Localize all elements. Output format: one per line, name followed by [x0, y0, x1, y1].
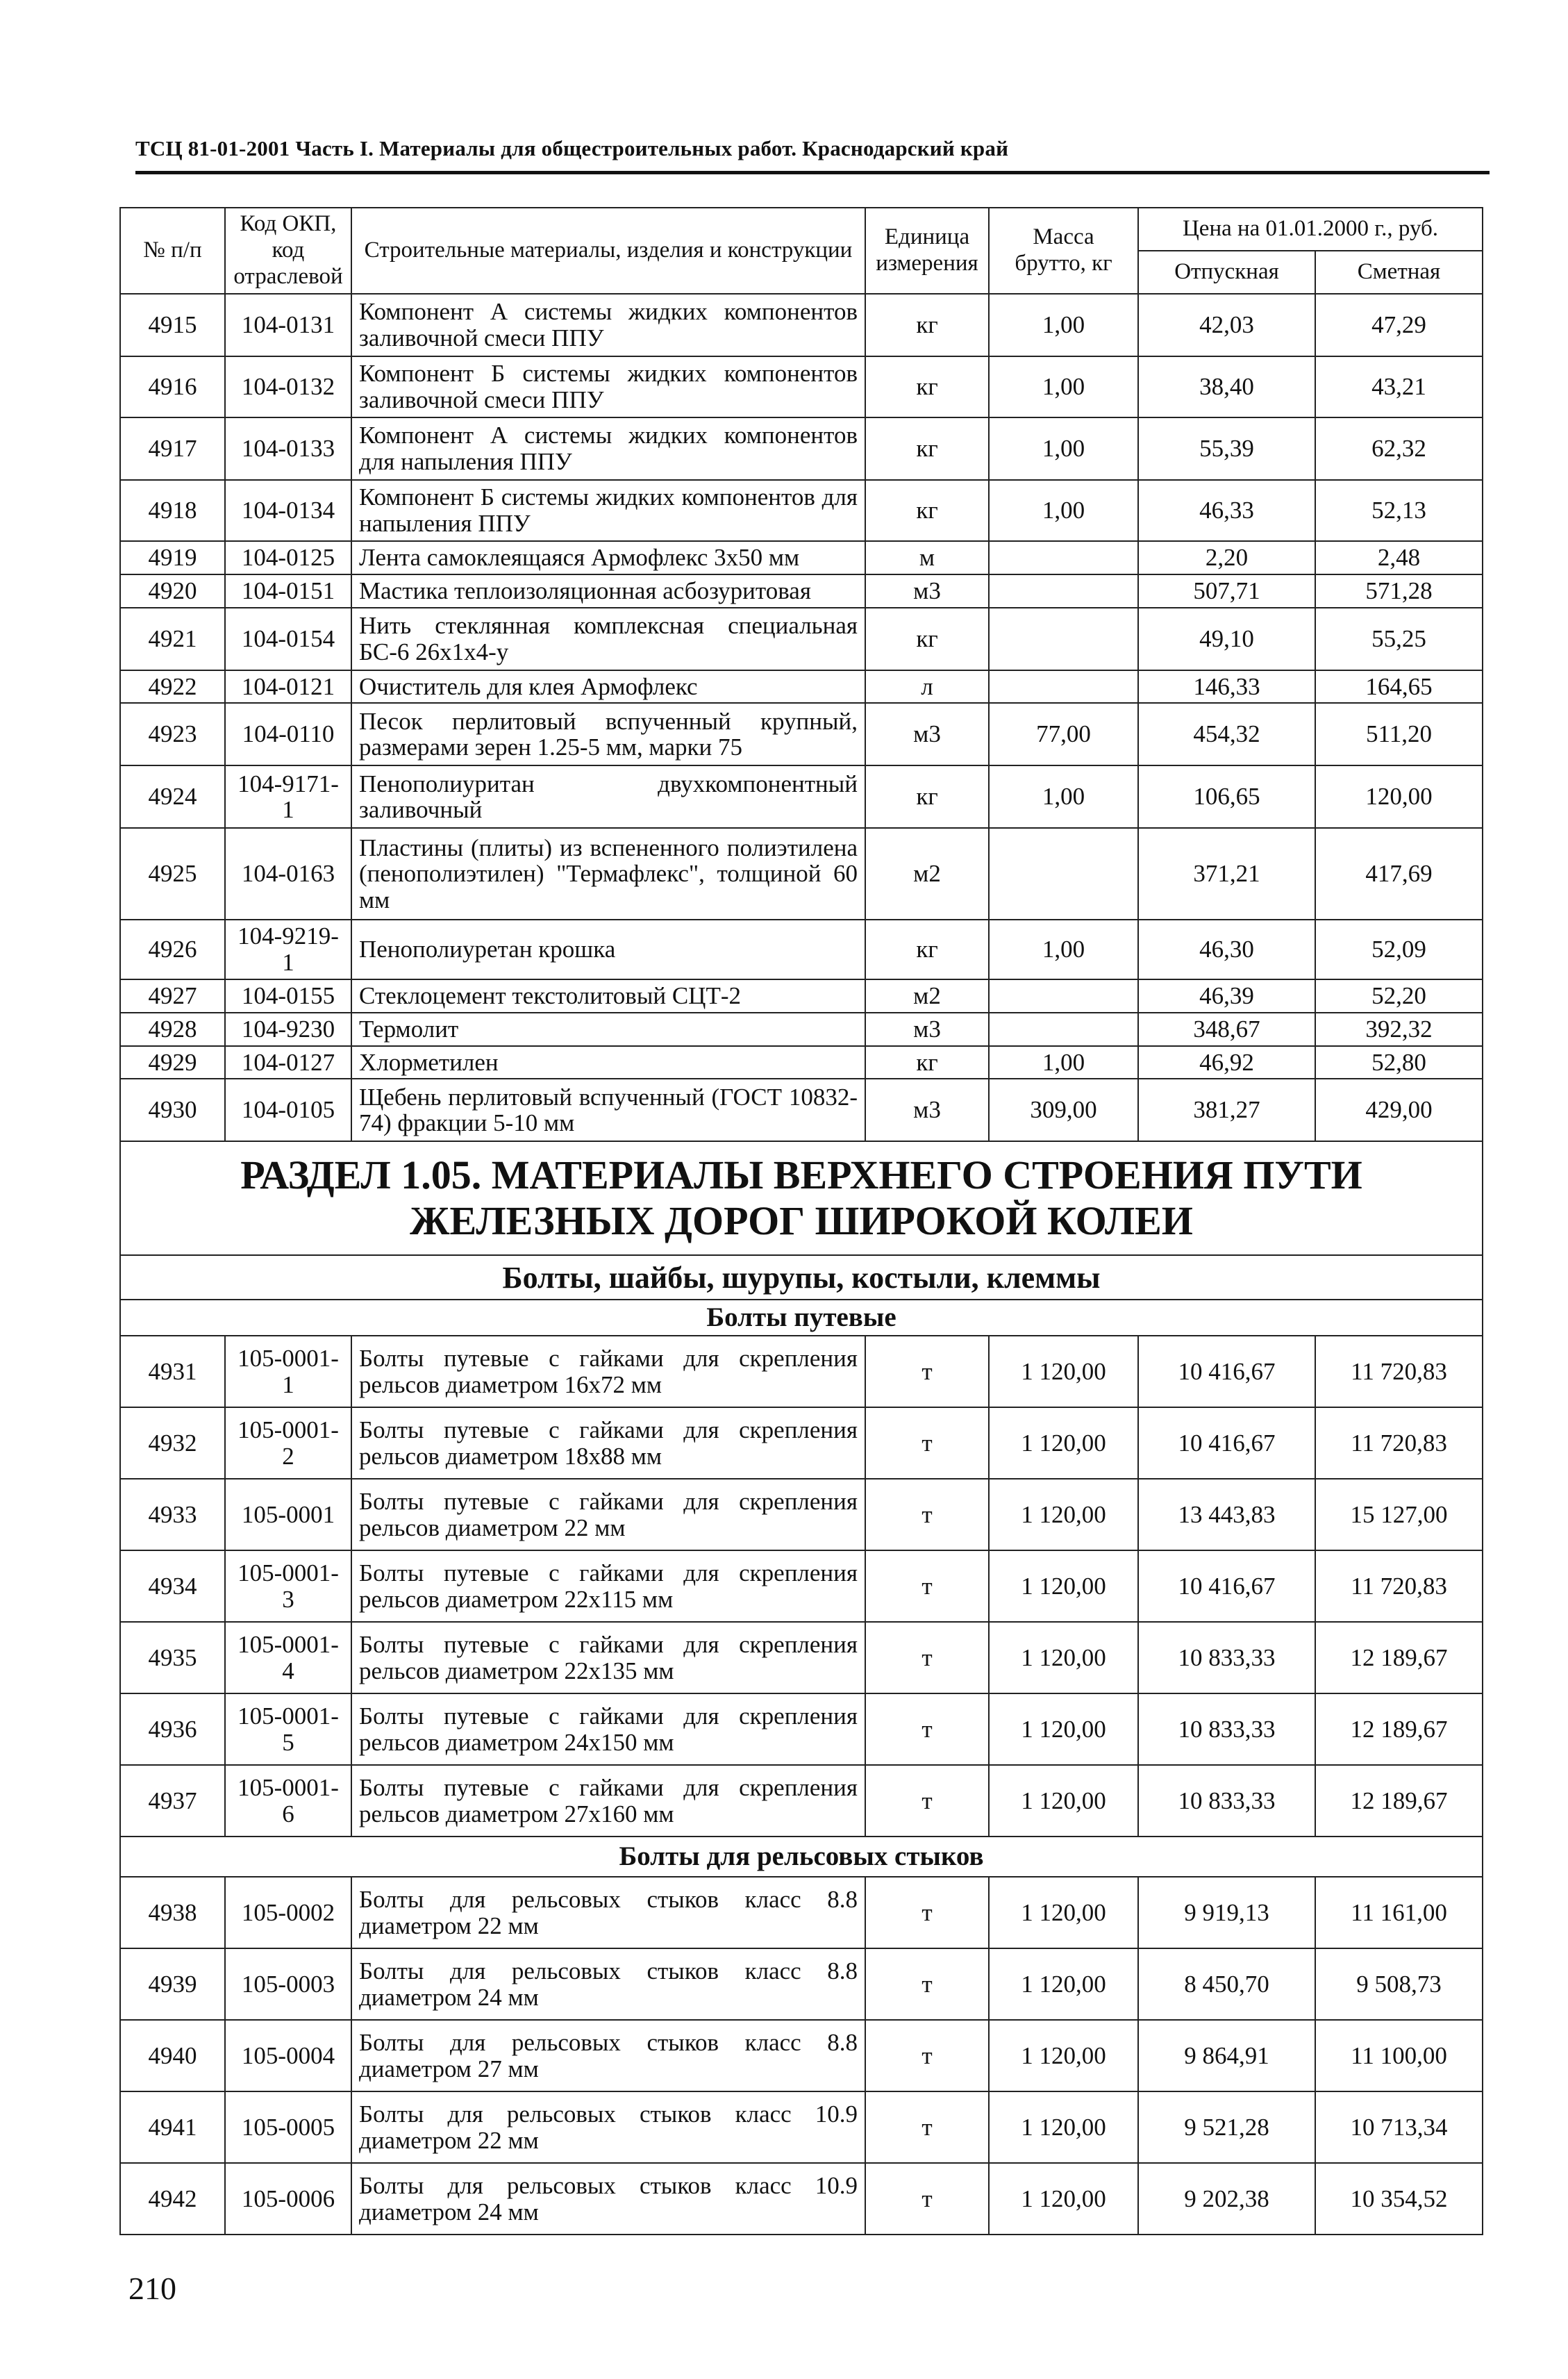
- row-code: 104-0155: [225, 979, 351, 1013]
- row-material-name: Болты для рельсовых стыков класс 8.8 диаметром 27 мм: [351, 2020, 865, 2091]
- row-code: 104-0125: [225, 541, 351, 574]
- row-material-name: Очиститель для клея Армофлекс: [351, 670, 865, 704]
- row-price-release: 10 416,67: [1138, 1407, 1315, 1479]
- row-mass: [989, 828, 1138, 920]
- row-price-estimate: 164,65: [1315, 670, 1483, 704]
- row-price-estimate: 11 720,83: [1315, 1407, 1483, 1479]
- table-body-track-bolts: [120, 1336, 1483, 1837]
- col-header-num: № п/п: [120, 208, 225, 294]
- materials-price-table: [119, 207, 1483, 2235]
- row-mass: [989, 608, 1138, 670]
- row-material-name: Болты путевые с гайками для скрепления рельсов диаметром 22х135 мм: [351, 1622, 865, 1693]
- section-title: РАЗДЕЛ 1.05. МАТЕРИАЛЫ ВЕРХНЕГО СТРОЕНИЯ ПУТИ ЖЕЛЕЗНЫХ ДОРОГ ШИРОКОЙ КОЛЕИ: [120, 1141, 1483, 1255]
- row-material-name: Мастика теплоизоляционная асбозуритовая: [351, 574, 865, 608]
- table-row: [120, 1550, 1483, 1622]
- table-row: [120, 2163, 1483, 2235]
- table-row: [120, 480, 1483, 541]
- table-row: [120, 1079, 1483, 1141]
- row-unit: л: [865, 670, 989, 704]
- row-mass: 1 120,00: [989, 1622, 1138, 1693]
- row-code: 104-9219-1: [225, 920, 351, 979]
- row-price-release: 507,71: [1138, 574, 1315, 608]
- row-price-estimate: 11 161,00: [1315, 1877, 1483, 1948]
- row-number: 4921: [120, 608, 225, 670]
- row-number: 4930: [120, 1079, 225, 1141]
- row-price-estimate: 11 720,83: [1315, 1336, 1483, 1407]
- row-material-name: Компонент А системы жидких компонентов для напыления ППУ: [351, 417, 865, 480]
- row-code: 105-0001-6: [225, 1765, 351, 1837]
- row-price-estimate: 47,29: [1315, 294, 1483, 356]
- row-number: 4931: [120, 1336, 225, 1407]
- row-mass: 1,00: [989, 765, 1138, 828]
- table-row: [120, 1336, 1483, 1407]
- row-unit: т: [865, 1479, 989, 1550]
- table-row: [120, 574, 1483, 608]
- row-unit: м3: [865, 1013, 989, 1046]
- row-mass: 1 120,00: [989, 2091, 1138, 2163]
- table-row: [120, 765, 1483, 828]
- row-code: 105-0003: [225, 1948, 351, 2020]
- row-mass: 1 120,00: [989, 2020, 1138, 2091]
- row-number: 4932: [120, 1407, 225, 1479]
- row-mass: 1 120,00: [989, 1765, 1138, 1837]
- row-unit: т: [865, 1765, 989, 1837]
- row-material-name: Компонент Б системы жидких компонентов заливочной смеси ППУ: [351, 356, 865, 417]
- row-number: 4924: [120, 765, 225, 828]
- row-unit: кг: [865, 608, 989, 670]
- row-price-release: 146,33: [1138, 670, 1315, 704]
- row-code: 104-0132: [225, 356, 351, 417]
- row-number: 4917: [120, 417, 225, 480]
- row-mass: 1 120,00: [989, 1336, 1138, 1407]
- page-number: 210: [128, 2271, 176, 2306]
- row-number: 4933: [120, 1479, 225, 1550]
- row-code: 105-0005: [225, 2091, 351, 2163]
- row-mass: [989, 541, 1138, 574]
- table-row: [120, 294, 1483, 356]
- row-unit: м: [865, 541, 989, 574]
- row-code: 104-0127: [225, 1046, 351, 1079]
- subgroup-title-rail-joint-bolts: Болты для рельсовых стыков: [120, 1837, 1483, 1877]
- row-code: 105-0001-4: [225, 1622, 351, 1693]
- row-price-estimate: 52,80: [1315, 1046, 1483, 1079]
- row-mass: 309,00: [989, 1079, 1138, 1141]
- row-unit: кг: [865, 920, 989, 979]
- table-row: [120, 1046, 1483, 1079]
- row-price-release: 9 202,38: [1138, 2163, 1315, 2235]
- row-price-release: 55,39: [1138, 417, 1315, 480]
- row-price-release: 49,10: [1138, 608, 1315, 670]
- row-number: 4940: [120, 2020, 225, 2091]
- col-header-code: Код ОКП, код отраслевой: [225, 208, 351, 294]
- subgroup-title-track-bolts: Болты путевые: [120, 1300, 1483, 1336]
- row-material-name: Болты для рельсовых стыков класс 8.8 диаметром 22 мм: [351, 1877, 865, 1948]
- row-code: 104-0134: [225, 480, 351, 541]
- row-unit: т: [865, 1622, 989, 1693]
- row-material-name: Пенополиуретан крошка: [351, 920, 865, 979]
- row-price-estimate: 9 508,73: [1315, 1948, 1483, 2020]
- row-price-estimate: 417,69: [1315, 828, 1483, 920]
- row-mass: 1 120,00: [989, 1407, 1138, 1479]
- row-number: 4927: [120, 979, 225, 1013]
- row-number: 4919: [120, 541, 225, 574]
- row-code: 104-0163: [225, 828, 351, 920]
- row-number: 4941: [120, 2091, 225, 2163]
- table-row: [120, 2020, 1483, 2091]
- row-price-release: 42,03: [1138, 294, 1315, 356]
- row-price-release: 454,32: [1138, 703, 1315, 765]
- row-code: 105-0001-1: [225, 1336, 351, 1407]
- row-price-estimate: 43,21: [1315, 356, 1483, 417]
- row-material-name: Стеклоцемент текстолитовый СЦТ-2: [351, 979, 865, 1013]
- row-unit: т: [865, 1336, 989, 1407]
- row-price-estimate: 15 127,00: [1315, 1479, 1483, 1550]
- row-code: 104-0133: [225, 417, 351, 480]
- col-header-unit: Единица измерения: [865, 208, 989, 294]
- row-price-estimate: 392,32: [1315, 1013, 1483, 1046]
- row-price-release: 10 416,67: [1138, 1550, 1315, 1622]
- table-row: [120, 1693, 1483, 1765]
- row-code: 104-0154: [225, 608, 351, 670]
- row-price-release: 8 450,70: [1138, 1948, 1315, 2020]
- row-price-release: 9 919,13: [1138, 1877, 1315, 1948]
- table-row: [120, 1622, 1483, 1693]
- row-unit: м2: [865, 979, 989, 1013]
- table-row: [120, 1877, 1483, 1948]
- row-material-name: Щебень перлитовый вспученный (ГОСТ 10832-74) фракции 5-10 мм: [351, 1079, 865, 1141]
- row-material-name: Болты для рельсовых стыков класс 10.9 диаметром 24 мм: [351, 2163, 865, 2235]
- header-rule: [135, 171, 1490, 174]
- row-material-name: Компонент Б системы жидких компонентов для напыления ППУ: [351, 480, 865, 541]
- table-row: [120, 979, 1483, 1013]
- row-price-release: 9 521,28: [1138, 2091, 1315, 2163]
- row-material-name: Компонент А системы жидких компонентов заливочной смеси ППУ: [351, 294, 865, 356]
- row-price-release: 46,39: [1138, 979, 1315, 1013]
- row-mass: 1 120,00: [989, 1479, 1138, 1550]
- row-price-release: 10 833,33: [1138, 1765, 1315, 1837]
- row-price-release: 381,27: [1138, 1079, 1315, 1141]
- row-mass: [989, 574, 1138, 608]
- row-mass: 1,00: [989, 920, 1138, 979]
- table-row: [120, 1765, 1483, 1837]
- table-body-rail-joint-bolts: [120, 1877, 1483, 2235]
- row-unit: т: [865, 2091, 989, 2163]
- row-unit: м2: [865, 828, 989, 920]
- row-unit: кг: [865, 294, 989, 356]
- row-number: 4934: [120, 1550, 225, 1622]
- table-row: [120, 920, 1483, 979]
- row-price-estimate: 120,00: [1315, 765, 1483, 828]
- row-mass: 1,00: [989, 356, 1138, 417]
- row-material-name: Пенополиуритан двухкомпонентный заливочный: [351, 765, 865, 828]
- row-code: 105-0001-5: [225, 1693, 351, 1765]
- row-mass: [989, 670, 1138, 704]
- row-mass: 1 120,00: [989, 1550, 1138, 1622]
- row-unit: т: [865, 2163, 989, 2235]
- row-mass: 1 120,00: [989, 1693, 1138, 1765]
- row-price-estimate: 429,00: [1315, 1079, 1483, 1141]
- col-header-price-estimate: Сметная: [1315, 251, 1483, 294]
- row-number: 4937: [120, 1765, 225, 1837]
- row-price-estimate: 12 189,67: [1315, 1693, 1483, 1765]
- row-mass: [989, 979, 1138, 1013]
- row-unit: кг: [865, 480, 989, 541]
- row-mass: 1,00: [989, 294, 1138, 356]
- row-unit: кг: [865, 765, 989, 828]
- row-code: 105-0001-2: [225, 1407, 351, 1479]
- row-code: 104-9230: [225, 1013, 351, 1046]
- row-unit: т: [865, 1948, 989, 2020]
- row-price-release: 10 833,33: [1138, 1693, 1315, 1765]
- table-row: [120, 1479, 1483, 1550]
- row-price-release: 38,40: [1138, 356, 1315, 417]
- row-price-release: 2,20: [1138, 541, 1315, 574]
- row-unit: т: [865, 1550, 989, 1622]
- col-header-price-release: Отпускная: [1138, 251, 1315, 294]
- table-row: [120, 541, 1483, 574]
- row-price-release: 46,30: [1138, 920, 1315, 979]
- row-price-estimate: 62,32: [1315, 417, 1483, 480]
- row-material-name: Пластины (плиты) из вспененного полиэтилена (пенополиэтилен) "Термафлекс", толщиной 60 мм: [351, 828, 865, 920]
- row-code: 104-9171-1: [225, 765, 351, 828]
- row-material-name: Болты путевые с гайками для скрепления рельсов диаметром 16х72 мм: [351, 1336, 865, 1407]
- table-row: [120, 1407, 1483, 1479]
- row-mass: 1 120,00: [989, 1877, 1138, 1948]
- row-price-estimate: 10 354,52: [1315, 2163, 1483, 2235]
- row-unit: кг: [865, 1046, 989, 1079]
- row-price-release: 46,92: [1138, 1046, 1315, 1079]
- row-price-release: 106,65: [1138, 765, 1315, 828]
- row-price-estimate: 10 713,34: [1315, 2091, 1483, 2163]
- row-number: 4929: [120, 1046, 225, 1079]
- row-material-name: Хлорметилен: [351, 1046, 865, 1079]
- row-code: 104-0131: [225, 294, 351, 356]
- row-mass: 1,00: [989, 480, 1138, 541]
- row-code: 104-0105: [225, 1079, 351, 1141]
- row-number: 4915: [120, 294, 225, 356]
- table-row: [120, 2091, 1483, 2163]
- row-code: 105-0001: [225, 1479, 351, 1550]
- row-price-estimate: 511,20: [1315, 703, 1483, 765]
- table-row: [120, 828, 1483, 920]
- row-number: 4920: [120, 574, 225, 608]
- table-header: [120, 208, 1483, 294]
- row-number: 4935: [120, 1622, 225, 1693]
- row-price-estimate: 12 189,67: [1315, 1622, 1483, 1693]
- row-price-release: 10 416,67: [1138, 1336, 1315, 1407]
- row-mass: 1,00: [989, 417, 1138, 480]
- row-unit: м3: [865, 1079, 989, 1141]
- row-unit: т: [865, 1693, 989, 1765]
- table-body-part-a: [120, 294, 1483, 1141]
- row-mass: 1 120,00: [989, 1948, 1138, 2020]
- row-material-name: Болты путевые с гайками для скрепления рельсов диаметром 18х88 мм: [351, 1407, 865, 1479]
- page-header-title: ТСЦ 81-01-2001 Часть I. Материалы для общестроительных работ. Краснодарский край: [135, 136, 1009, 160]
- table-row: [120, 608, 1483, 670]
- row-price-release: 348,67: [1138, 1013, 1315, 1046]
- row-unit: кг: [865, 356, 989, 417]
- row-price-release: 371,21: [1138, 828, 1315, 920]
- table-row: [120, 703, 1483, 765]
- row-material-name: Болты путевые с гайками для скрепления рельсов диаметром 22 мм: [351, 1479, 865, 1550]
- row-code: 105-0002: [225, 1877, 351, 1948]
- row-material-name: Нить стеклянная комплексная специальная БС-6 26х1х4-у: [351, 608, 865, 670]
- row-number: 4926: [120, 920, 225, 979]
- row-material-name: Песок перлитовый вспученный крупный, размерами зерен 1.25-5 мм, марки 75: [351, 703, 865, 765]
- row-price-estimate: 11 720,83: [1315, 1550, 1483, 1622]
- row-material-name: Болты путевые с гайками для скрепления рельсов диаметром 24х150 мм: [351, 1693, 865, 1765]
- row-material-name: Болты для рельсовых стыков класс 10.9 диаметром 22 мм: [351, 2091, 865, 2163]
- row-unit: м3: [865, 574, 989, 608]
- row-mass: 1,00: [989, 1046, 1138, 1079]
- section-heading-block: [120, 1141, 1483, 1336]
- row-number: 4916: [120, 356, 225, 417]
- row-price-estimate: 55,25: [1315, 608, 1483, 670]
- row-number: 4939: [120, 1948, 225, 2020]
- row-unit: кг: [865, 417, 989, 480]
- row-unit: м3: [865, 703, 989, 765]
- row-code: 105-0004: [225, 2020, 351, 2091]
- row-material-name: Лента самоклеящаяся Армофлекс 3х50 мм: [351, 541, 865, 574]
- table-row: [120, 1948, 1483, 2020]
- table-row: [120, 356, 1483, 417]
- col-header-name: Строительные материалы, изделия и конструкции: [351, 208, 865, 294]
- row-number: 4925: [120, 828, 225, 920]
- col-header-price-group: Цена на 01.01.2000 г., руб.: [1138, 208, 1483, 251]
- row-number: 4942: [120, 2163, 225, 2235]
- row-price-estimate: 52,09: [1315, 920, 1483, 979]
- row-price-estimate: 52,13: [1315, 480, 1483, 541]
- row-price-release: 9 864,91: [1138, 2020, 1315, 2091]
- row-material-name: Болты путевые с гайками для скрепления рельсов диаметром 27х160 мм: [351, 1765, 865, 1837]
- row-price-estimate: 571,28: [1315, 574, 1483, 608]
- row-number: 4922: [120, 670, 225, 704]
- row-number: 4936: [120, 1693, 225, 1765]
- row-mass: 77,00: [989, 703, 1138, 765]
- row-unit: т: [865, 2020, 989, 2091]
- table-row: [120, 670, 1483, 704]
- row-mass: 1 120,00: [989, 2163, 1138, 2235]
- row-material-name: Термолит: [351, 1013, 865, 1046]
- row-code: 105-0006: [225, 2163, 351, 2235]
- row-number: 4928: [120, 1013, 225, 1046]
- row-code: 104-0121: [225, 670, 351, 704]
- row-code: 104-0151: [225, 574, 351, 608]
- row-price-release: 46,33: [1138, 480, 1315, 541]
- table-row: [120, 417, 1483, 480]
- row-price-estimate: 52,20: [1315, 979, 1483, 1013]
- row-unit: т: [865, 1877, 989, 1948]
- table-row: [120, 1013, 1483, 1046]
- row-code: 105-0001-3: [225, 1550, 351, 1622]
- row-price-release: 10 833,33: [1138, 1622, 1315, 1693]
- row-number: 4918: [120, 480, 225, 541]
- row-unit: т: [865, 1407, 989, 1479]
- row-price-estimate: 12 189,67: [1315, 1765, 1483, 1837]
- subgroup-heading-block: [120, 1837, 1483, 1877]
- row-material-name: Болты путевые с гайками для скрепления рельсов диаметром 22х115 мм: [351, 1550, 865, 1622]
- row-code: 104-0110: [225, 703, 351, 765]
- row-price-estimate: 11 100,00: [1315, 2020, 1483, 2091]
- col-header-mass: Масса брутто, кг: [989, 208, 1138, 294]
- row-number: 4938: [120, 1877, 225, 1948]
- row-number: 4923: [120, 703, 225, 765]
- group-title: Болты, шайбы, шурупы, костыли, клеммы: [120, 1255, 1483, 1300]
- row-mass: [989, 1013, 1138, 1046]
- row-material-name: Болты для рельсовых стыков класс 8.8 диаметром 24 мм: [351, 1948, 865, 2020]
- row-price-release: 13 443,83: [1138, 1479, 1315, 1550]
- row-price-estimate: 2,48: [1315, 541, 1483, 574]
